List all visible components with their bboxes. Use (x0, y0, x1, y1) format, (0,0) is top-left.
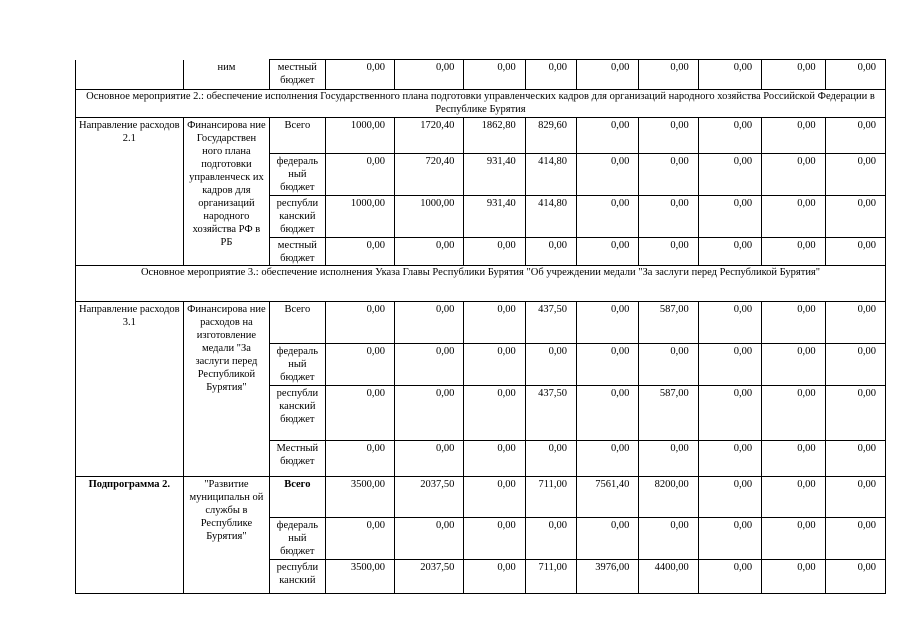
value-cell: 0,00 (577, 154, 639, 196)
direction-label: Направление расходов 2.1 (76, 118, 184, 266)
subprogram-label: Подпрограмма 2. (76, 477, 184, 594)
value-cell: 0,00 (639, 344, 698, 386)
value-cell: 0,00 (698, 154, 761, 196)
budget-table (75, 59, 886, 594)
value-cell: 0,00 (464, 344, 525, 386)
source-cell: республи канский бюджет (270, 386, 325, 441)
value-cell: 0,00 (394, 386, 463, 441)
table-row (76, 302, 886, 344)
value-cell: 0,00 (762, 518, 825, 560)
value-cell: 0,00 (394, 302, 463, 344)
value-cell: 0,00 (762, 60, 825, 90)
value-cell: 414,80 (525, 154, 576, 196)
value-cell: 0,00 (825, 60, 885, 90)
value-cell: 0,00 (577, 60, 639, 90)
direction-desc: Финансирова ние расходов на изготовление медали "За заслуги перед Республикой Бурятия" (183, 302, 270, 477)
value-cell: 437,50 (525, 302, 576, 344)
source-cell: республи канский бюджет (270, 196, 325, 238)
value-cell: 0,00 (464, 60, 525, 90)
value-cell: 711,00 (525, 477, 576, 518)
value-cell: 0,00 (577, 118, 639, 154)
value-cell: 0,00 (525, 344, 576, 386)
value-cell: 0,00 (464, 560, 525, 594)
source-cell: местный бюджет (270, 60, 325, 90)
value-cell: 711,00 (525, 560, 576, 594)
value-cell: 587,00 (639, 386, 698, 441)
value-cell: 7561,40 (577, 477, 639, 518)
value-cell: 0,00 (325, 238, 394, 266)
value-cell: 0,00 (325, 344, 394, 386)
value-cell: 931,40 (464, 196, 525, 238)
source-cell: федераль ный бюджет (270, 344, 325, 386)
value-cell: 0,00 (577, 238, 639, 266)
value-cell: 0,00 (762, 154, 825, 196)
value-cell: 0,00 (698, 344, 761, 386)
value-cell: 0,00 (464, 441, 525, 477)
table-row (76, 266, 886, 302)
value-cell: 2037,50 (394, 560, 463, 594)
value-cell: 0,00 (825, 118, 885, 154)
value-cell: 1000,00 (394, 196, 463, 238)
value-cell: 4400,00 (639, 560, 698, 594)
value-cell: 0,00 (825, 154, 885, 196)
value-cell: 2037,50 (394, 477, 463, 518)
value-cell: 0,00 (394, 238, 463, 266)
value-cell: 0,00 (525, 238, 576, 266)
value-cell: 0,00 (577, 518, 639, 560)
value-cell: 3976,00 (577, 560, 639, 594)
source-cell: Всего (270, 118, 325, 154)
value-cell: 0,00 (762, 344, 825, 386)
table-row (76, 60, 886, 90)
value-cell: 0,00 (639, 441, 698, 477)
source-cell: местный бюджет (270, 238, 325, 266)
value-cell: 0,00 (325, 302, 394, 344)
value-cell: 0,00 (577, 441, 639, 477)
event-title: Основное мероприятие 3.: обеспечение исполнения Указа Главы Республики Бурятия "Об учреждении медали "За заслуги перед Республикой Бурятия" (76, 266, 886, 302)
value-cell: 0,00 (825, 196, 885, 238)
value-cell: 0,00 (698, 238, 761, 266)
value-cell: 0,00 (325, 441, 394, 477)
value-cell: 0,00 (639, 238, 698, 266)
value-cell: 437,50 (525, 386, 576, 441)
value-cell: 0,00 (464, 518, 525, 560)
value-cell: 931,40 (464, 154, 525, 196)
value-cell: 0,00 (577, 344, 639, 386)
value-cell: 0,00 (762, 118, 825, 154)
event-title: Основное мероприятие 2.: обеспечение исполнения Государственного плана подготовки управленческих кадров для организаций народного хозяйства Российской Федерации в Республике Бурятия (76, 90, 886, 118)
value-cell: 0,00 (762, 238, 825, 266)
value-cell: 0,00 (698, 386, 761, 441)
value-cell: 0,00 (525, 60, 576, 90)
value-cell: 0,00 (825, 518, 885, 560)
value-cell: 1000,00 (325, 118, 394, 154)
value-cell: 0,00 (825, 386, 885, 441)
value-cell: 3500,00 (325, 477, 394, 518)
row-head-cell (76, 60, 184, 90)
value-cell: 0,00 (639, 518, 698, 560)
value-cell: 0,00 (698, 302, 761, 344)
value-cell: 0,00 (577, 302, 639, 344)
value-cell: 0,00 (577, 386, 639, 441)
value-cell: 0,00 (394, 441, 463, 477)
value-cell: 1000,00 (325, 196, 394, 238)
value-cell: 0,00 (325, 154, 394, 196)
value-cell: 0,00 (762, 302, 825, 344)
value-cell: 0,00 (825, 302, 885, 344)
value-cell: 1720,40 (394, 118, 463, 154)
row-desc-cell: ним (183, 60, 270, 90)
source-cell: федераль ный бюджет (270, 518, 325, 560)
value-cell: 0,00 (698, 118, 761, 154)
value-cell: 720,40 (394, 154, 463, 196)
value-cell: 0,00 (639, 154, 698, 196)
value-cell: 0,00 (394, 60, 463, 90)
value-cell: 8200,00 (639, 477, 698, 518)
value-cell: 0,00 (698, 560, 761, 594)
value-cell: 0,00 (639, 196, 698, 238)
source-cell: Всего (270, 477, 325, 518)
value-cell: 0,00 (762, 441, 825, 477)
value-cell: 829,60 (525, 118, 576, 154)
value-cell: 0,00 (325, 386, 394, 441)
value-cell: 0,00 (762, 560, 825, 594)
value-cell: 0,00 (325, 518, 394, 560)
value-cell: 0,00 (825, 560, 885, 594)
value-cell: 0,00 (698, 441, 761, 477)
value-cell: 0,00 (825, 441, 885, 477)
value-cell: 414,80 (525, 196, 576, 238)
value-cell: 0,00 (394, 518, 463, 560)
subprogram-desc: "Развитие муниципальн ой службы в Республике Бурятия" (183, 477, 270, 594)
value-cell: 1862,80 (464, 118, 525, 154)
value-cell: 0,00 (698, 477, 761, 518)
value-cell: 587,00 (639, 302, 698, 344)
value-cell: 0,00 (825, 344, 885, 386)
value-cell: 0,00 (825, 477, 885, 518)
value-cell: 0,00 (639, 118, 698, 154)
value-cell: 0,00 (464, 386, 525, 441)
value-cell: 0,00 (577, 196, 639, 238)
value-cell: 0,00 (394, 344, 463, 386)
source-cell: Всего (270, 302, 325, 344)
value-cell: 0,00 (325, 60, 394, 90)
source-cell: республи канский (270, 560, 325, 594)
table-row (76, 477, 886, 518)
value-cell: 3500,00 (325, 560, 394, 594)
value-cell: 0,00 (464, 477, 525, 518)
value-cell: 0,00 (698, 60, 761, 90)
source-cell: федераль ный бюджет (270, 154, 325, 196)
value-cell: 0,00 (639, 60, 698, 90)
value-cell: 0,00 (762, 196, 825, 238)
direction-label: Направление расходов 3.1 (76, 302, 184, 477)
table-row (76, 90, 886, 118)
value-cell: 0,00 (762, 386, 825, 441)
value-cell: 0,00 (464, 238, 525, 266)
value-cell: 0,00 (525, 518, 576, 560)
value-cell: 0,00 (464, 302, 525, 344)
table-row (76, 118, 886, 154)
value-cell: 0,00 (762, 477, 825, 518)
direction-desc: Финансирова ние Государствен ного плана подготовки управленческ их кадров для организаций народного хозяйства РФ в РБ (183, 118, 270, 266)
value-cell: 0,00 (525, 441, 576, 477)
value-cell: 0,00 (698, 196, 761, 238)
source-cell: Местный бюджет (270, 441, 325, 477)
value-cell: 0,00 (825, 238, 885, 266)
value-cell: 0,00 (698, 518, 761, 560)
